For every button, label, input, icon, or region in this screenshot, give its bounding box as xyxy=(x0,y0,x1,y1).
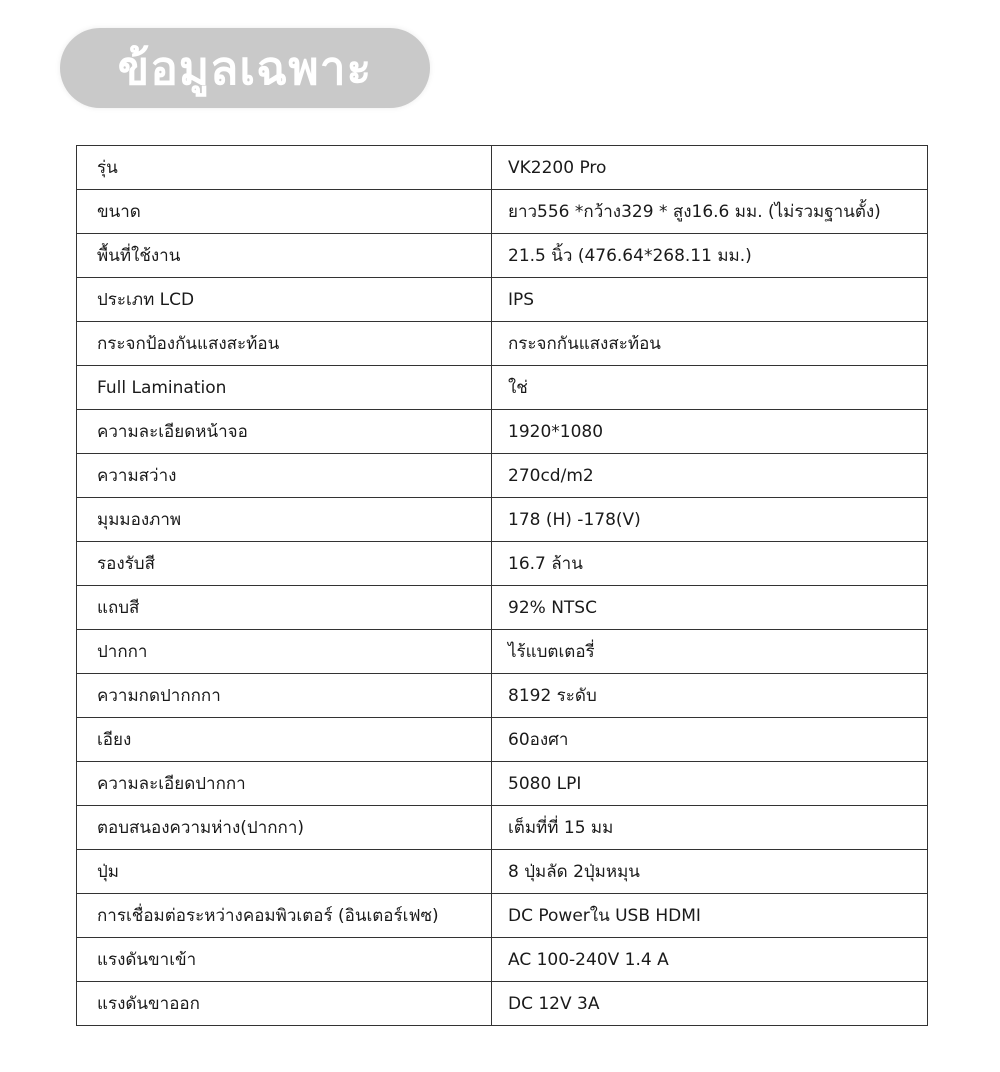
spec-table-body xyxy=(77,146,928,1026)
spec-row xyxy=(77,410,928,454)
spec-label: รองรับสี xyxy=(77,542,492,586)
spec-row xyxy=(77,718,928,762)
spec-row xyxy=(77,146,928,190)
spec-label: แรงดันขาออก xyxy=(77,982,492,1026)
spec-row xyxy=(77,674,928,718)
spec-label: ขนาด xyxy=(77,190,492,234)
spec-row xyxy=(77,366,928,410)
spec-value: 60องศา xyxy=(492,718,928,762)
spec-label: ประเภท LCD xyxy=(77,278,492,322)
spec-label: เอียง xyxy=(77,718,492,762)
spec-value: DC 12V 3A xyxy=(492,982,928,1026)
spec-label: ความละเอียดหน้าจอ xyxy=(77,410,492,454)
spec-row xyxy=(77,454,928,498)
spec-label: ตอบสนองความห่าง(ปากกา) xyxy=(77,806,492,850)
spec-label: Full Lamination xyxy=(77,366,492,410)
spec-value: 5080 LPI xyxy=(492,762,928,806)
spec-label: การเชื่อมต่อระหว่างคอมพิวเตอร์ (อินเตอร์เฟซ) xyxy=(77,894,492,938)
spec-label: แรงดันขาเข้า xyxy=(77,938,492,982)
spec-value: 1920*1080 xyxy=(492,410,928,454)
spec-label: รุ่น xyxy=(77,146,492,190)
spec-row xyxy=(77,190,928,234)
page-title: ข้อมูลเฉพาะ xyxy=(117,40,373,95)
spec-row xyxy=(77,762,928,806)
spec-row xyxy=(77,542,928,586)
spec-value: DC Powerใน USB HDMI xyxy=(492,894,928,938)
spec-row xyxy=(77,322,928,366)
spec-label: ความสว่าง xyxy=(77,454,492,498)
spec-label: ปุ่ม xyxy=(77,850,492,894)
spec-value: ยาว556 *กว้าง329 * สูง16.6 มม. (ไม่รวมฐานตั้ง) xyxy=(492,190,928,234)
spec-value: กระจกกันแสงสะท้อน xyxy=(492,322,928,366)
spec-value: 92% NTSC xyxy=(492,586,928,630)
spec-value: 178 (H) -178(V) xyxy=(492,498,928,542)
spec-table xyxy=(76,145,928,1026)
spec-label: มุมมองภาพ xyxy=(77,498,492,542)
spec-row xyxy=(77,278,928,322)
spec-value: AC 100-240V 1.4 A xyxy=(492,938,928,982)
spec-value: ไร้แบตเตอรี่ xyxy=(492,630,928,674)
spec-row xyxy=(77,850,928,894)
spec-row xyxy=(77,586,928,630)
spec-row xyxy=(77,806,928,850)
spec-row xyxy=(77,982,928,1026)
spec-value: เต็มที่ที่ 15 มม xyxy=(492,806,928,850)
spec-row xyxy=(77,938,928,982)
spec-value: 270cd/m2 xyxy=(492,454,928,498)
spec-label: แถบสี xyxy=(77,586,492,630)
spec-value: 16.7 ล้าน xyxy=(492,542,928,586)
spec-value: IPS xyxy=(492,278,928,322)
spec-label: ความละเอียดปากกา xyxy=(77,762,492,806)
spec-value: ใช่ xyxy=(492,366,928,410)
title-badge xyxy=(60,28,430,108)
spec-value: VK2200 Pro xyxy=(492,146,928,190)
spec-value: 8 ปุ่มลัด 2ปุ่มหมุน xyxy=(492,850,928,894)
spec-label: ปากกา xyxy=(77,630,492,674)
spec-value: 8192 ระดับ xyxy=(492,674,928,718)
spec-row xyxy=(77,234,928,278)
spec-label: ความกดปากกกา xyxy=(77,674,492,718)
spec-row xyxy=(77,894,928,938)
spec-label: กระจกป้องกันแสงสะท้อน xyxy=(77,322,492,366)
spec-row xyxy=(77,630,928,674)
spec-label: พื้นที่ใช้งาน xyxy=(77,234,492,278)
spec-value: 21.5 นิ้ว (476.64*268.11 มม.) xyxy=(492,234,928,278)
spec-row xyxy=(77,498,928,542)
